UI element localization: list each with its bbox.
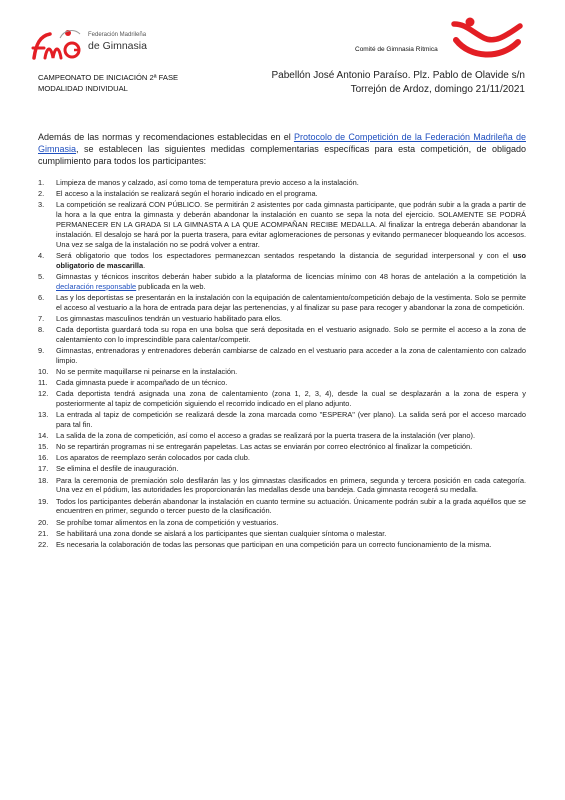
rule-item bbox=[38, 189, 526, 199]
rule-item bbox=[38, 540, 526, 550]
rule-number: 21. bbox=[38, 528, 49, 538]
fmg-logo-icon bbox=[30, 24, 82, 68]
rule-item bbox=[38, 389, 526, 409]
federation-small-label: Federación Madrileña bbox=[88, 32, 147, 38]
rule-number: 10. bbox=[38, 367, 49, 376]
rule-item bbox=[38, 476, 526, 496]
rule-number: 15. bbox=[38, 442, 49, 452]
rule-item bbox=[38, 442, 526, 452]
rule-text: La salida de la zona de competición, así como el acceso a gradas se realizará por la puerta trasera de la instalación (ver plano). bbox=[56, 431, 476, 441]
rule-text: La entrada al tapiz de competición se realizará desde la zona marcada como "ESPERA" (ver plano). La salida será por el acceso marcado para tal fin. bbox=[56, 410, 526, 430]
protocol-link[interactable]: Protocolo de Competición de la Federación Madrileña de Gimnasia bbox=[38, 132, 526, 154]
rule-item bbox=[38, 346, 526, 366]
rule-item bbox=[38, 178, 526, 188]
rule-number: 17. bbox=[38, 464, 49, 474]
rule-number: 14. bbox=[38, 431, 49, 441]
rule-item bbox=[38, 293, 526, 313]
rule-item bbox=[38, 410, 526, 430]
rule-text: Limpieza de manos y calzado, así como toma de temperatura previo acceso a la instalación. bbox=[56, 178, 359, 187]
intro-after: , se establecen las siguientes medidas complementarias específicas para esta competición, de obligado cumplimiento para todos los participantes: bbox=[38, 144, 526, 166]
rule-number: 1. bbox=[38, 178, 45, 187]
rule-item bbox=[38, 453, 526, 463]
rule-item bbox=[38, 200, 526, 250]
rule-text: No se permite maquillarse ni peinarse en la instalación. bbox=[56, 367, 238, 376]
rule-text: Gimnastas y técnicos inscritos deberán haber subido a la plataforma de licencias mínimo con 48 horas de antelación a la competición la bbox=[56, 271, 526, 281]
rule-text: No se repartirán programas ni se entregarán papeletas. Las actas se enviarán por correo electrónico al finalizar la competición. bbox=[56, 442, 473, 452]
rule-text: Se habilitará una zona donde se aislará a los participantes que sientan cualquier síntoma o malestar. bbox=[56, 528, 387, 538]
rule-text: Es necesaria la colaboración de todas las personas que participan en una competición para un correcto funcionamiento de la misma. bbox=[56, 539, 492, 549]
venue-info bbox=[272, 69, 526, 97]
rule-text: El acceso a la instalación se realizará según el horario indicado en el programa. bbox=[56, 189, 318, 199]
rule-text: Todos los participantes deberán abandonar la instalación en cuanto termine su actuación. Únicamente podrán subir a la grada aquéllos que se encuentren en primer, segundo o tercer puesto de la clasificación. bbox=[56, 496, 526, 516]
federation-logo bbox=[30, 24, 150, 68]
rule-item bbox=[38, 325, 526, 345]
rule-item bbox=[38, 529, 526, 539]
rule-number: 4. bbox=[38, 250, 45, 260]
rule-text: La competición se realizará CON PÚBLICO. Se permitirán 2 asistentes por cada gimnasta participante, que podrán subir a la grada a partir de la hora a la que entra la gimnasta y deberán abandonar la instalación en cuanto se sepa la nota del ejercicio. SOLAMENTE SE PODRÁ PERMANECER EN LA GRADA SI LA GIMNASTA A LA QUE ACOMPAÑAN RECIBE MEDALLA. Al finalizar la entrega deberán abandonar la instalación. El desalojo se hará por la puerta trasera, para evitar aglomeraciones de personas y evitando permanecer bloqueando los accesos. Una vez se salga de la instalación no se podrá volver a entrar. bbox=[56, 200, 526, 249]
rule-item bbox=[38, 367, 526, 377]
rule-text: Los aparatos de reemplazo serán colocados por cada club. bbox=[56, 453, 250, 463]
rule-text: Será obligatorio que todos los espectadores permanezcan sentados respetando la distancia de seguridad interpersonal y con el bbox=[56, 250, 513, 260]
committee-label: Comité de Gimnasia Rítmica bbox=[355, 46, 438, 53]
rule-number: 12. bbox=[38, 389, 49, 399]
rule-number: 13. bbox=[38, 410, 49, 420]
rule-number: 16. bbox=[38, 453, 49, 463]
rule-item bbox=[38, 314, 526, 324]
rule-number: 11. bbox=[38, 378, 48, 388]
rule-number: 8. bbox=[38, 325, 45, 334]
rule-number: 5. bbox=[38, 271, 45, 281]
rule-text: Gimnastas, entrenadoras y entrenadores deberán cambiarse de calzado en el vestuario para acceder a la zona de calentamiento con calzado limpio. bbox=[56, 346, 526, 365]
rule-text: . bbox=[143, 260, 146, 270]
rule-text: Las y los deportistas se presentarán en la instalación con la equipación de calentamiento/competición debajo de la vestimenta. Solo se permite el acceso al vestuario a la hora de entrada para dejar las pertenencias, y al finalizar su pase para recoger y abandonar la zona de competición. bbox=[56, 292, 526, 312]
rule-number: 20. bbox=[38, 517, 49, 527]
federation-name: de Gimnasia bbox=[88, 40, 147, 52]
venue-line-2: Torrejón de Ardoz, domingo 21/11/2021 bbox=[350, 84, 525, 95]
rule-number: 7. bbox=[38, 313, 45, 323]
rule-item bbox=[38, 251, 526, 271]
rule-text: Para la ceremonia de premiación solo desfilarán las y los gimnastas clasificados en primera, segunda y tercera posición en cada categoría. Una vez en el pódium, las autoridades les proporcionarán las medallas desde una bandeja. Cada gimnasta recogerá su medalla. bbox=[56, 475, 526, 495]
rule-item bbox=[38, 464, 526, 474]
rule-number: 19. bbox=[38, 496, 49, 506]
intro-paragraph bbox=[38, 131, 526, 167]
rule-item bbox=[38, 518, 526, 528]
rule-number: 18. bbox=[38, 475, 49, 485]
rule-item bbox=[38, 378, 526, 388]
intro-before: Además de las normas y recomendaciones establecidas en el bbox=[38, 132, 294, 142]
rule-item bbox=[38, 497, 526, 517]
rule-number: 9. bbox=[38, 346, 45, 355]
rule-number: 6. bbox=[38, 292, 45, 302]
rule-text: Cada deportista tendrá asignada una zona de calentamiento (zona 1, 2, 3, 4), desde la cual se desplazarán a la zona de espera y posteriormente al tapiz de competición siguiendo el recorrido indicado en el plano adjunto. bbox=[56, 389, 526, 409]
rules-list bbox=[38, 178, 526, 551]
rule-text: Se prohíbe tomar alimentos en la zona de competición y vestuarios. bbox=[56, 517, 279, 527]
venue-line-1: Pabellón José Antonio Paraíso. Plz. Pablo de Olavide s/n bbox=[271, 70, 525, 81]
rule-text: Los gimnastas masculinos tendrán un vestuario habilitado para ellos. bbox=[56, 313, 282, 323]
rule-text: Se elimina el desfile de inauguración. bbox=[56, 464, 179, 474]
rule-number: 3. bbox=[38, 200, 45, 210]
rule-number: 2. bbox=[38, 189, 45, 199]
rule-number: 22. bbox=[38, 539, 49, 549]
rule-item bbox=[38, 272, 526, 292]
rule-text: Cada gimnasta puede ir acompañado de un técnico. bbox=[56, 378, 228, 388]
rule-emphasis: uso obligatorio de mascarilla bbox=[56, 250, 526, 270]
event-line-2: MODALIDAD INDIVIDUAL bbox=[38, 83, 128, 93]
rhythmic-gymnast-logo-icon bbox=[444, 14, 524, 64]
event-title bbox=[38, 73, 178, 94]
rule-item bbox=[38, 431, 526, 441]
rule-text: Cada deportista guardará toda su ropa en una bolsa que será depositada en el vestuario asignado. Solo se permite el acceso a la zona de calentamiento con lo imprescindible para calentar/competir. bbox=[56, 325, 526, 344]
declaration-link[interactable]: declaración responsable bbox=[56, 281, 137, 291]
rule-text: publicada en la web. bbox=[136, 281, 206, 291]
event-line-1: CAMPEONATO DE INICIACIÓN 2ª FASE bbox=[38, 73, 179, 82]
